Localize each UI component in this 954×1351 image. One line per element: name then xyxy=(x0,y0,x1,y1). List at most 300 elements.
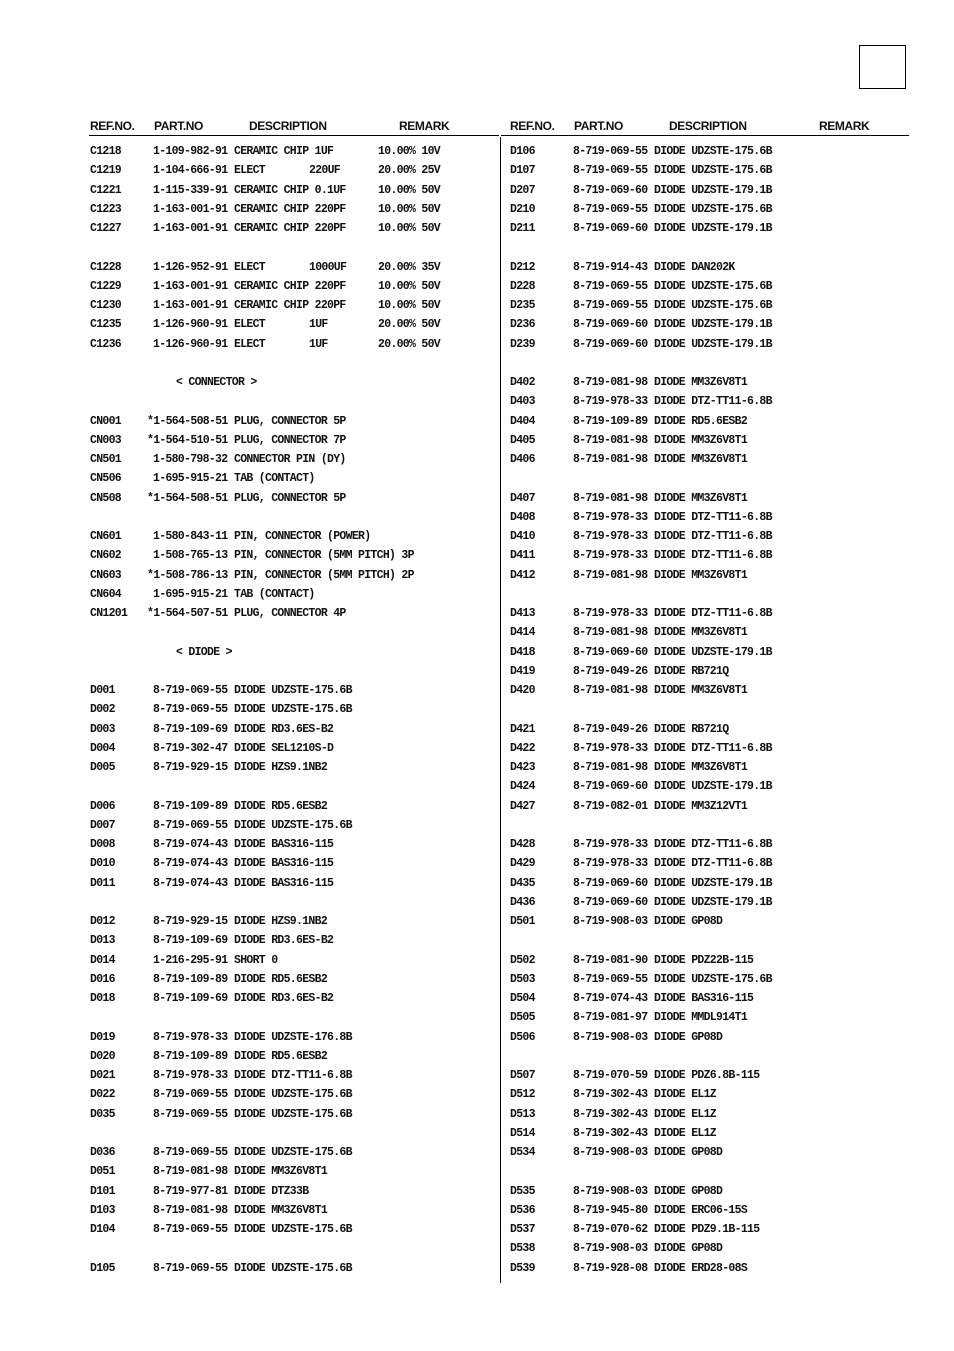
description: DIODE EL1Z xyxy=(654,1088,717,1102)
ref-no: D504 xyxy=(510,992,535,1005)
ref-no: D008 xyxy=(90,838,115,851)
ref-no: D103 xyxy=(90,1203,115,1217)
ref-no: D004 xyxy=(90,741,115,755)
part-no: 8-719-978-33 xyxy=(573,530,648,543)
ref-no: C1219 xyxy=(90,164,122,178)
ref-no: D537 xyxy=(510,1223,535,1236)
part-no: 1-216-295-91 xyxy=(153,953,228,967)
parts-row xyxy=(90,219,495,238)
ref-no: D534 xyxy=(510,1146,535,1159)
parts-row xyxy=(510,161,910,180)
ref-no: C1236 xyxy=(90,337,122,351)
parts-row xyxy=(510,739,910,758)
parts-row xyxy=(510,219,910,238)
part-no: 8-719-049-26 xyxy=(573,722,648,736)
description: DIODE UDZSTE-175.6B xyxy=(234,818,352,832)
parts-row xyxy=(510,1028,910,1047)
description: PLUG, CONNECTOR 5P xyxy=(234,491,346,505)
description: DIODE RD5.6ESB2 xyxy=(234,799,328,813)
part-no: 8-719-074-43 xyxy=(153,838,228,851)
parts-row xyxy=(510,142,910,161)
description: PIN, CONNECTOR (5MM PITCH) 3P xyxy=(234,549,414,563)
ref-no: D501 xyxy=(510,915,535,928)
ref-no: D436 xyxy=(510,895,535,909)
description: DIODE RD5.6ESB2 xyxy=(654,414,748,428)
part-no: 1-126-960-91 xyxy=(153,318,228,332)
ref-no: C1228 xyxy=(90,260,122,274)
ref-no: C1230 xyxy=(90,299,122,312)
ref-no: D535 xyxy=(510,1184,535,1198)
parts-row xyxy=(90,315,495,334)
part-no: 8-719-109-89 xyxy=(153,799,228,813)
part-no: 8-719-081-98 xyxy=(153,1165,228,1179)
parts-row xyxy=(90,951,495,970)
part-no: 8-719-081-98 xyxy=(153,1203,228,1217)
ref-no: C1235 xyxy=(90,318,122,332)
description: DIODE RD3.6ES-B2 xyxy=(234,934,334,948)
part-no: 1-695-915-21 xyxy=(153,472,228,486)
description: DIODE UDZSTE-179.1B xyxy=(654,895,772,909)
ref-no: D021 xyxy=(90,1069,115,1082)
parts-row xyxy=(90,604,495,623)
part-no: 1-163-001-91 xyxy=(153,279,228,293)
parts-row xyxy=(90,816,495,835)
description: DIODE MM3Z6V8T1 xyxy=(654,453,748,466)
part-no: 8-719-069-55 xyxy=(153,818,228,832)
description: DIODE UDZSTE-175.6B xyxy=(234,703,352,717)
part-no: 8-719-978-33 xyxy=(573,549,648,563)
ref-no: D414 xyxy=(510,626,535,640)
ref-no: D020 xyxy=(90,1049,115,1063)
parts-row xyxy=(90,681,495,700)
ref-no: D514 xyxy=(510,1126,535,1140)
part-no: 8-719-929-15 xyxy=(153,915,228,928)
ref-no: D014 xyxy=(90,953,115,967)
part-no: 1-580-798-32 xyxy=(153,453,228,466)
description: DIODE UDZSTE-179.1B xyxy=(654,222,772,235)
parts-row xyxy=(510,315,910,334)
description: ELECT xyxy=(234,164,266,178)
parts-row xyxy=(510,893,910,912)
description: DIODE UDZSTE-179.1B xyxy=(654,876,772,890)
parts-row xyxy=(90,700,495,719)
description: DIODE MM3Z12VT1 xyxy=(654,799,748,813)
parts-row xyxy=(510,200,910,219)
description: DIODE UDZSTE-175.6B xyxy=(654,279,772,293)
ref-no: D036 xyxy=(90,1146,115,1159)
ref-no: D002 xyxy=(90,703,115,717)
parts-row xyxy=(510,623,910,642)
parts-row xyxy=(510,951,910,970)
part-no: 8-719-302-43 xyxy=(573,1107,648,1121)
parts-row xyxy=(90,1105,495,1124)
part-no: 8-719-081-98 xyxy=(573,761,648,774)
parts-row xyxy=(90,258,495,277)
parts-row xyxy=(510,1124,910,1143)
ref-no: D016 xyxy=(90,972,115,986)
ref-no: D428 xyxy=(510,838,535,851)
ref-no: D423 xyxy=(510,761,535,774)
description: DIODE DTZ-TT11-6.8B xyxy=(654,510,772,524)
description: DIODE MM3Z6V8T1 xyxy=(234,1165,328,1179)
parts-row xyxy=(90,797,495,816)
left-column-header xyxy=(90,119,490,135)
parts-row xyxy=(90,450,495,469)
part-no: 8-719-069-55 xyxy=(153,1088,228,1102)
description: PLUG, CONNECTOR 5P xyxy=(234,414,346,428)
ref-no: C1221 xyxy=(90,183,122,197)
description: DIODE GP08D xyxy=(654,915,723,928)
part-no: 8-719-081-98 xyxy=(573,376,648,389)
description: ELECT xyxy=(234,337,266,351)
parts-row xyxy=(90,1066,495,1085)
value: 1UF xyxy=(309,337,328,351)
ref-no: D011 xyxy=(90,876,115,890)
description: DIODE DTZ-TT11-6.8B xyxy=(654,607,772,620)
ref-no: D413 xyxy=(510,607,535,620)
header-description: DESCRIPTION xyxy=(669,119,747,133)
parts-row xyxy=(90,912,495,931)
description: DIODE MM3Z6V8T1 xyxy=(654,433,748,447)
ref-no: D411 xyxy=(510,549,535,563)
description: TAB (CONTACT) xyxy=(234,472,315,486)
ref-no: D212 xyxy=(510,260,535,274)
part-no: 1-126-952-91 xyxy=(153,260,228,274)
parts-row xyxy=(90,527,495,546)
parts-row xyxy=(510,335,910,354)
parts-row xyxy=(90,142,495,161)
ref-no: D404 xyxy=(510,414,535,428)
remark: 20.00% 50V xyxy=(378,337,441,351)
description: DIODE MM3Z6V8T1 xyxy=(654,376,748,389)
ref-no: CN604 xyxy=(90,587,122,601)
part-no: 8-719-069-55 xyxy=(573,279,648,293)
part-no: 8-719-081-98 xyxy=(573,626,648,640)
description: DIODE RB721Q xyxy=(654,664,729,678)
part-no: 8-719-069-60 xyxy=(573,222,648,235)
description: DIODE MM3Z6V8T1 xyxy=(654,761,748,774)
parts-row xyxy=(510,431,910,450)
part-no: 8-719-302-43 xyxy=(573,1088,648,1102)
parts-row xyxy=(510,450,910,469)
part-no: 8-719-978-33 xyxy=(153,1030,228,1044)
description: DIODE GP08D xyxy=(654,1242,723,1256)
description: PLUG, CONNECTOR 4P xyxy=(234,607,346,620)
description: DIODE UDZSTE-175.6B xyxy=(234,1107,352,1121)
description: CERAMIC CHIP 0.1UF xyxy=(234,183,346,197)
remark: 20.00% 50V xyxy=(378,318,441,332)
description: DIODE UDZSTE-179.1B xyxy=(654,337,772,351)
ref-no: D424 xyxy=(510,780,535,794)
part-no: 8-719-081-98 xyxy=(573,433,648,447)
parts-row xyxy=(510,1201,910,1220)
ref-no: D418 xyxy=(510,645,535,659)
description: CERAMIC CHIP 220PF xyxy=(234,222,346,235)
ref-no: CN603 xyxy=(90,568,122,582)
ref-no: D512 xyxy=(510,1088,535,1102)
description: DIODE EL1Z xyxy=(654,1126,717,1140)
part-no: 8-719-082-01 xyxy=(573,799,648,813)
ref-no: D228 xyxy=(510,279,535,293)
parts-row xyxy=(90,874,495,893)
part-no: 8-719-081-98 xyxy=(573,491,648,505)
description: DIODE EL1Z xyxy=(654,1107,717,1121)
parts-row xyxy=(90,489,495,508)
value: 1000UF xyxy=(309,260,347,274)
ref-no: D427 xyxy=(510,799,535,813)
part-no: 8-719-074-43 xyxy=(153,876,228,890)
part-no: 8-719-929-15 xyxy=(153,761,228,774)
parts-row xyxy=(90,1085,495,1104)
parts-row xyxy=(510,758,910,777)
parts-row xyxy=(510,546,910,565)
part-no: 8-719-049-26 xyxy=(573,664,648,678)
part-no: 8-719-069-55 xyxy=(153,703,228,717)
ref-no: D506 xyxy=(510,1030,535,1044)
part-no: 8-719-069-55 xyxy=(573,164,648,178)
part-no: 8-719-302-43 xyxy=(573,1126,648,1140)
parts-row xyxy=(510,1105,910,1124)
parts-row xyxy=(510,412,910,431)
remark: 20.00% 35V xyxy=(378,260,441,274)
ref-no: CN001 xyxy=(90,414,122,428)
parts-row xyxy=(510,1066,910,1085)
description: SHORT 0 xyxy=(234,953,278,967)
part-no: 1-580-843-11 xyxy=(153,530,228,543)
ref-no: D003 xyxy=(90,722,115,736)
parts-row xyxy=(510,777,910,796)
part-no: 8-719-978-33 xyxy=(573,857,648,871)
part-no: 8-719-978-33 xyxy=(573,741,648,755)
description: DIODE DTZ-TT11-6.8B xyxy=(234,1069,352,1082)
ref-no: D513 xyxy=(510,1107,535,1121)
ref-no: C1227 xyxy=(90,222,122,235)
parts-row xyxy=(510,296,910,315)
description: DIODE MM3Z6V8T1 xyxy=(654,568,748,582)
ref-no: D239 xyxy=(510,337,535,351)
remark: 10.00% 50V xyxy=(378,222,441,235)
parts-row xyxy=(90,277,495,296)
part-no: 8-719-908-03 xyxy=(573,1146,648,1159)
parts-row xyxy=(510,373,910,392)
ref-no: D051 xyxy=(90,1165,115,1179)
parts-row xyxy=(90,335,495,354)
description: DIODE UDZSTE-175.6B xyxy=(234,1261,352,1275)
part-no: *1-564-508-51 xyxy=(147,414,228,428)
parts-row xyxy=(510,566,910,585)
right-parts-list xyxy=(510,142,910,1282)
header-remark: REMARK xyxy=(399,119,450,133)
header-part-no: PART.NO xyxy=(154,119,203,133)
ref-no: D538 xyxy=(510,1242,535,1256)
ref-no: CN003 xyxy=(90,433,122,447)
parts-row xyxy=(510,835,910,854)
parts-row xyxy=(90,469,495,488)
description: DIODE UDZSTE-175.6B xyxy=(234,1146,352,1159)
parts-row xyxy=(510,1220,910,1239)
remark: 10.00% 50V xyxy=(378,299,441,312)
ref-no: CN506 xyxy=(90,472,122,486)
ref-no: C1229 xyxy=(90,279,122,293)
ref-no: D429 xyxy=(510,857,535,871)
section-heading xyxy=(90,643,495,662)
parts-row xyxy=(90,970,495,989)
parts-row xyxy=(510,392,910,411)
part-no: 8-719-069-55 xyxy=(573,972,648,986)
part-no: 8-719-081-98 xyxy=(573,453,648,466)
part-no: 1-126-960-91 xyxy=(153,337,228,351)
parts-row xyxy=(90,854,495,873)
column-divider xyxy=(500,137,501,1283)
header-rule-right xyxy=(501,135,909,136)
description: DIODE RD5.6ESB2 xyxy=(234,972,328,986)
description: DIODE GP08D xyxy=(654,1184,723,1198)
ref-no: D435 xyxy=(510,876,535,890)
description: DIODE GP08D xyxy=(654,1146,723,1159)
ref-no: D107 xyxy=(510,164,535,178)
section-title: < DIODE > xyxy=(176,645,232,659)
parts-row xyxy=(90,1028,495,1047)
ref-no: D407 xyxy=(510,491,535,505)
description: DIODE RD3.6ES-B2 xyxy=(234,992,334,1005)
parts-row xyxy=(510,970,910,989)
ref-no: D410 xyxy=(510,530,535,543)
parts-row xyxy=(510,681,910,700)
part-no: 8-719-908-03 xyxy=(573,1184,648,1198)
parts-row xyxy=(90,585,495,604)
parts-row xyxy=(90,931,495,950)
part-no: 8-719-070-62 xyxy=(573,1223,648,1236)
part-no: 8-719-081-97 xyxy=(573,1011,648,1025)
parts-row xyxy=(90,835,495,854)
parts-row xyxy=(510,527,910,546)
part-no: 1-163-001-91 xyxy=(153,299,228,312)
part-no: 8-719-977-81 xyxy=(153,1184,228,1198)
description: CONNECTOR PIN (DY) xyxy=(234,453,346,466)
part-no: 8-719-081-98 xyxy=(573,568,648,582)
description: DIODE UDZSTE-179.1B xyxy=(654,318,772,332)
part-no: 8-719-069-60 xyxy=(573,876,648,890)
ref-no: D502 xyxy=(510,953,535,967)
description: DIODE DTZ-TT11-6.8B xyxy=(654,549,772,563)
ref-no: C1218 xyxy=(90,145,122,158)
ref-no: D235 xyxy=(510,299,535,312)
description: DIODE RB721Q xyxy=(654,722,729,736)
part-no: 8-719-978-33 xyxy=(153,1069,228,1082)
ref-no: D422 xyxy=(510,741,535,755)
description: DIODE BAS316-115 xyxy=(234,876,334,890)
description: DIODE DTZ-TT11-6.8B xyxy=(654,741,772,755)
parts-row xyxy=(90,758,495,777)
description: DIODE RD3.6ES-B2 xyxy=(234,722,334,736)
parts-row xyxy=(510,1182,910,1201)
description: DIODE PDZ9.1B-115 xyxy=(654,1223,760,1236)
parts-row xyxy=(510,489,910,508)
description: DIODE UDZSTE-175.6B xyxy=(654,202,772,216)
ref-no: D405 xyxy=(510,433,535,447)
description: DIODE BAS316-115 xyxy=(234,857,334,871)
parts-row xyxy=(90,1182,495,1201)
ref-no: D022 xyxy=(90,1088,115,1102)
ref-no: CN1201 xyxy=(90,607,128,620)
ref-no: D007 xyxy=(90,818,115,832)
right-column-header xyxy=(510,119,910,135)
ref-no: D412 xyxy=(510,568,535,582)
part-no: 1-115-339-91 xyxy=(153,183,228,197)
part-no: 8-719-074-43 xyxy=(153,857,228,871)
description: CERAMIC CHIP 1UF xyxy=(234,145,334,158)
ref-no: D035 xyxy=(90,1107,115,1121)
description: DIODE DAN202K xyxy=(654,260,735,274)
part-no: 8-719-069-55 xyxy=(573,145,648,158)
description: DIODE DTZ-TT11-6.8B xyxy=(654,838,772,851)
description: DIODE BAS316-115 xyxy=(234,838,334,851)
part-no: 8-719-069-55 xyxy=(573,202,648,216)
description: DIODE UDZSTE-175.6B xyxy=(234,1088,352,1102)
parts-row xyxy=(510,797,910,816)
description: DIODE UDZSTE-175.6B xyxy=(654,972,772,986)
ref-no: D507 xyxy=(510,1069,535,1082)
parts-row xyxy=(90,989,495,1008)
parts-row xyxy=(90,1143,495,1162)
part-no: 1-163-001-91 xyxy=(153,202,228,216)
ref-no: D006 xyxy=(90,799,115,813)
part-no: 8-719-109-69 xyxy=(153,992,228,1005)
ref-no: D013 xyxy=(90,934,115,948)
parts-row xyxy=(510,181,910,200)
ref-no: D001 xyxy=(90,684,115,697)
remark: 10.00% 50V xyxy=(378,279,441,293)
parts-row xyxy=(510,989,910,1008)
page-number-box xyxy=(859,45,906,89)
parts-row xyxy=(90,1047,495,1066)
ref-no: D403 xyxy=(510,395,535,409)
ref-no: CN508 xyxy=(90,491,122,505)
header-part-no: PART.NO xyxy=(574,119,623,133)
ref-no: D505 xyxy=(510,1011,535,1025)
parts-row xyxy=(90,431,495,450)
part-no: 1-163-001-91 xyxy=(153,222,228,235)
ref-no: D211 xyxy=(510,222,535,235)
description: DIODE UDZSTE-179.1B xyxy=(654,645,772,659)
part-no: 1-104-666-91 xyxy=(153,164,228,178)
ref-no: D101 xyxy=(90,1184,115,1198)
parts-row xyxy=(90,1259,495,1278)
part-no: 8-719-908-03 xyxy=(573,1242,648,1256)
header-remark: REMARK xyxy=(819,119,870,133)
description: DIODE UDZSTE-175.6B xyxy=(234,1223,352,1236)
description: DIODE UDZSTE-175.6B xyxy=(654,145,772,158)
description: CERAMIC CHIP 220PF xyxy=(234,279,346,293)
remark: 10.00% 50V xyxy=(378,183,441,197)
parts-row xyxy=(90,546,495,565)
part-no: *1-564-510-51 xyxy=(147,433,228,447)
part-no: 8-719-109-89 xyxy=(153,972,228,986)
header-ref-no: REF.NO. xyxy=(90,119,135,133)
part-no: *1-508-786-13 xyxy=(147,568,228,582)
parts-row xyxy=(90,296,495,315)
header-ref-no: REF.NO. xyxy=(510,119,555,133)
ref-no: D012 xyxy=(90,915,115,928)
parts-row xyxy=(510,1008,910,1027)
part-no: 1-109-982-91 xyxy=(153,145,228,158)
description: DIODE ERD28-08S xyxy=(654,1261,748,1275)
part-no: 8-719-109-69 xyxy=(153,934,228,948)
part-no: 8-719-081-98 xyxy=(573,684,648,697)
ref-no: D421 xyxy=(510,722,535,736)
header-description: DESCRIPTION xyxy=(249,119,327,133)
description: DIODE DTZ-TT11-6.8B xyxy=(654,530,772,543)
